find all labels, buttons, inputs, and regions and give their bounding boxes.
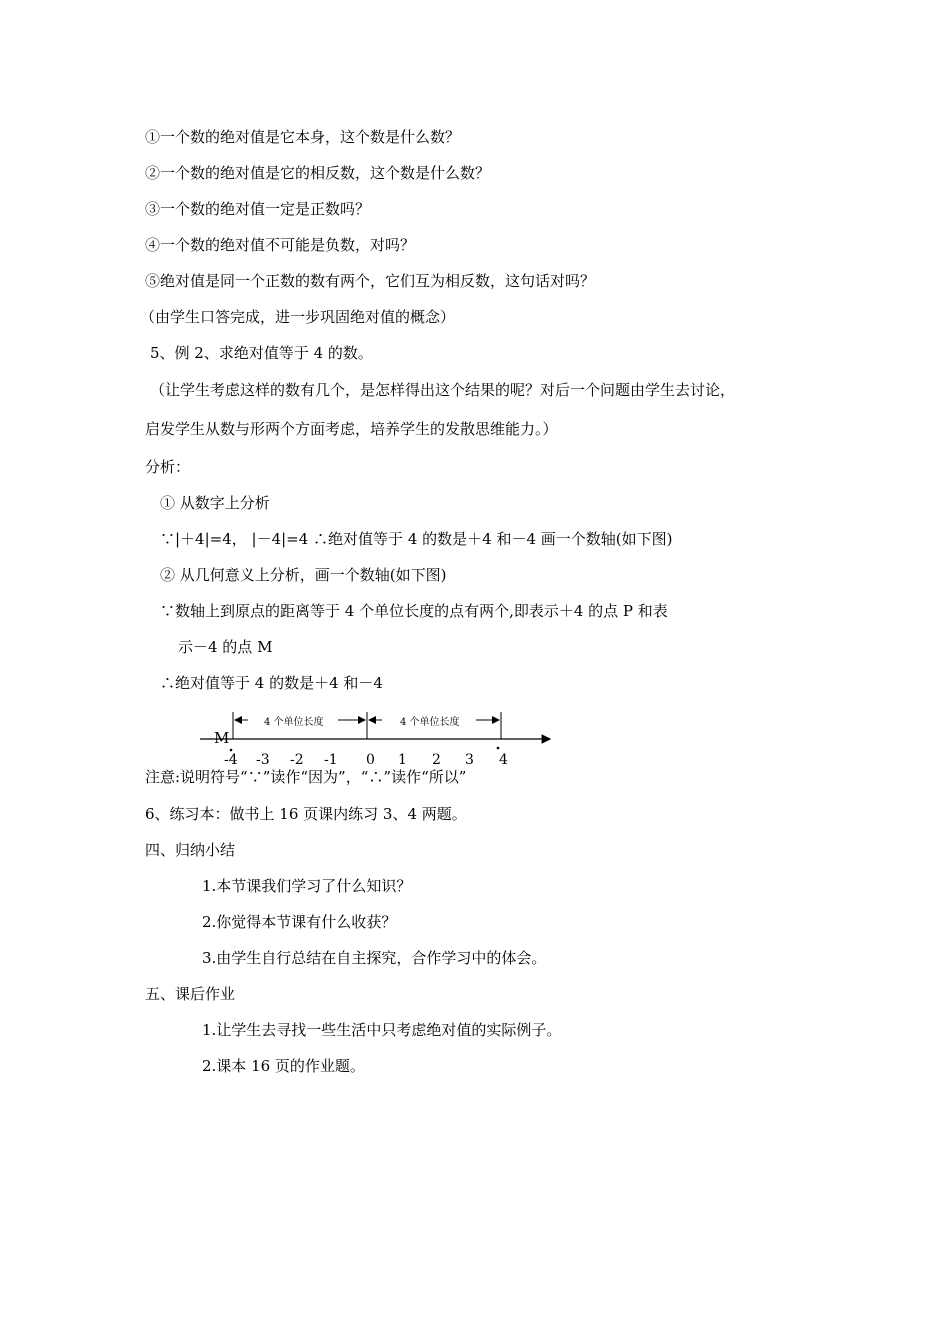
tick-label: 3 [465,752,474,768]
span-label-left: 4 个单位长度 [264,717,324,728]
question-3: ③一个数的绝对值一定是正数吗？ [145,200,371,218]
tick-label: 4 [499,752,508,768]
question-5: ⑤绝对值是同一个正数的数有两个，它们互为相反数，这句话对吗？ [145,272,596,290]
analysis-geometric-title: ② 从几何意义上分析，画一个数轴(如下图) [160,566,447,584]
tick-label: -4 [224,752,238,768]
example-2-hint-1: （让学生考虑这样的数有几个，是怎样得出这个结果的呢？对后一个问题由学生去讨论， [150,381,736,399]
analysis-conclusion: ∴绝对值等于 4 的数是＋4 和－4 [160,674,383,692]
span-label-right: 4 个单位长度 [400,717,460,728]
symbol-note: 注意:说明符号“∵”读作“因为”，“∴”读作“所以” [145,768,467,786]
analysis-geometric-text-2: 示－4 的点 M [178,638,273,656]
tick-label: 1 [398,752,407,768]
homework-title: 五、课后作业 [145,985,236,1003]
analysis-geometric-text-1: ∵数轴上到原点的距离等于 4 个单位长度的点有两个,即表示＋4 的点 P 和表 [160,602,668,620]
exercise: 6、练习本：做书上 16 页课内练习 3、4 两题。 [145,805,467,823]
homework-item-1: 1.让学生去寻找一些生活中只考虑绝对值的实际例子。 [202,1021,562,1039]
point-m-dot [230,749,233,752]
summary-item-1: 1.本节课我们学习了什么知识？ [202,877,412,895]
example-2: 5、例 2、求绝对值等于 4 的数。 [150,344,373,362]
tick-label: 0 [366,752,375,768]
tick-label: -1 [324,752,338,768]
analysis-label: 分析： [145,458,191,476]
oral-note: （由学生口答完成，进一步巩固绝对值的概念） [140,308,456,326]
question-4: ④一个数的绝对值不可能是负数，对吗？ [145,236,416,254]
point-p-dot [497,747,500,750]
point-m-label: M [214,729,230,747]
summary-title: 四、归纳小结 [145,841,236,859]
example-2-hint-2: 启发学生从数与形两个方面考虑，培养学生的发散思维能力。） [145,420,558,438]
tick-label: -3 [256,752,270,768]
summary-item-2: 2.你觉得本节课有什么收获？ [202,913,397,931]
question-2: ②一个数的绝对值是它的相反数，这个数是什么数？ [145,164,491,182]
question-1: ①一个数的绝对值是它本身，这个数是什么数？ [145,128,461,146]
tick-label: -2 [290,752,304,768]
analysis-numeric-title: ① 从数字上分析 [160,494,270,512]
homework-item-2: 2.课本 16 页的作业题。 [202,1057,365,1075]
summary-item-3: 3.由学生自行总结在自主探究，合作学习中的体会。 [202,949,547,967]
tick-label: 2 [432,752,441,768]
analysis-numeric-text: ∵|＋4|=4， |－4|=4 ∴绝对值等于 4 的数是＋4 和－4 画一个数轴(如下图) [160,530,673,548]
